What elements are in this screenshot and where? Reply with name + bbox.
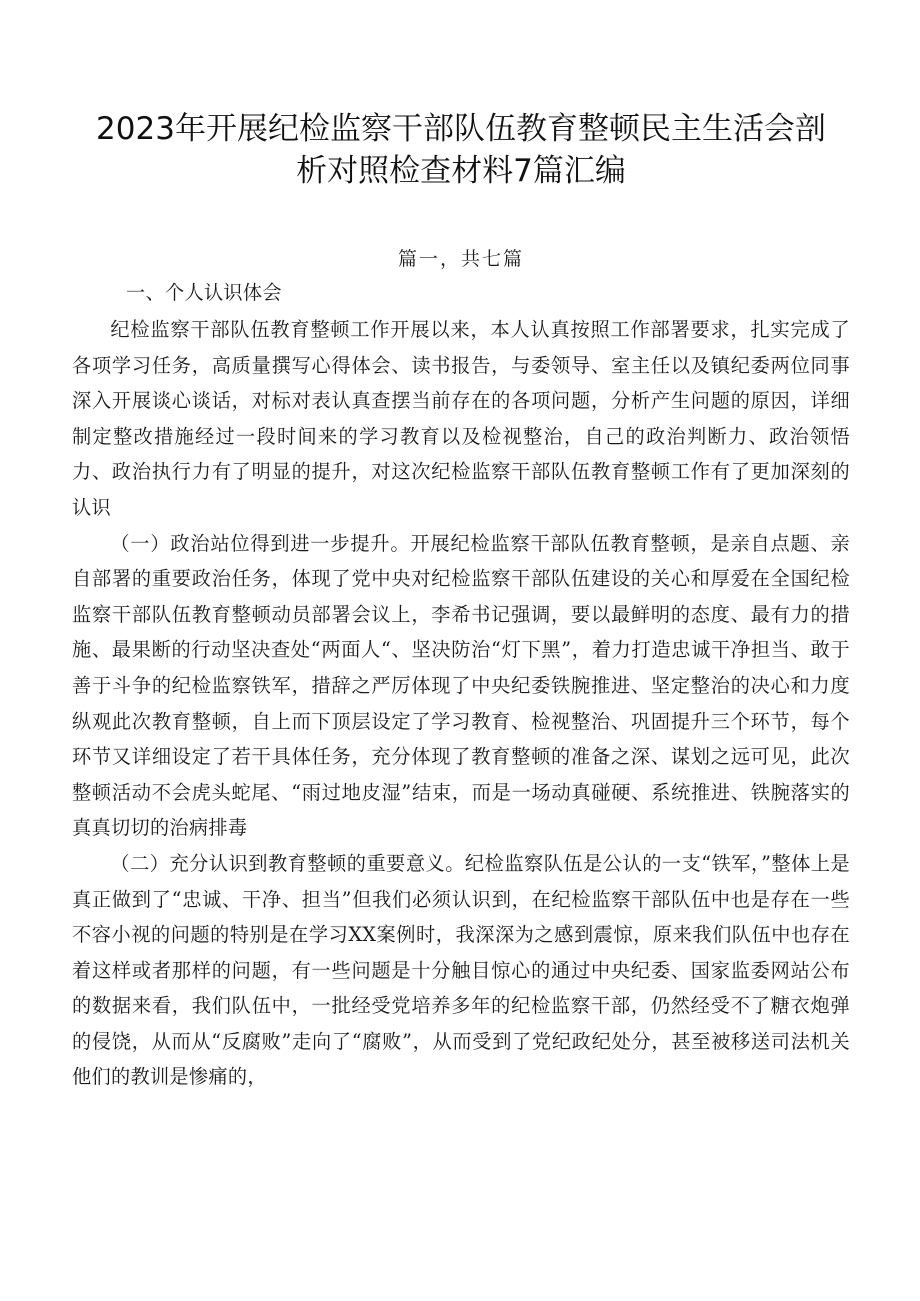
document-body [72, 278, 850, 1095]
body-paragraph-2: （一）政治站位得到进一步提升。开展纪检监察干部队伍教育整顿，是亲自点题、亲自部署的重要政治任务，体现了党中央对纪检监察干部队伍建设的关心和厚爱在全国纪检监察干部队伍教育整顿动员部署会议上，李希书记强调，要以最鲜明的态度、最有力的措施、最果断的行动坚决查处“两面人“、坚决防治“灯下黑”，着力打造忠诚干净担当、敢于善于斗争的纪检监察铁军，措辞之严厉体现了中央纪委铁腕推进、坚定整治的决心和力度纵观此次教育整顿，自上而下顶层设定了学习教育、检视整治、巩固提升三个环节，每个环节又详细设定了若干具体任务，充分体现了教育整顿的准备之深、谋划之远可见，此次整顿活动不会虎头蛇尾、“雨过地皮湿”结束，而是一场动真碰硬、系统推进、铁腕落实的真真切切的治病排毒 [72, 531, 850, 840]
document-title [72, 108, 850, 192]
body-paragraph-3: （二）充分认识到教育整顿的重要意义。纪检监察队伍是公认的一支“铁军，”整体上是真正做到了“忠诚、干净、担当”但我们必须认识到，在纪检监察干部队伍中也是存在一些不容小视的问题的特别是在学习XX案例时，我深深为之感到震惊，原来我们队伍中也存在着这样或者那样的问题，有一些问题是十分触目惊心的通过中央纪委、国家监委网站公布的数据来看，我们队伍中，一批经受党培养多年的纪检监察干部，仍然经受不了糖衣炮弹的侵饶，从而从“反腐败”走向了“腐败”，从而受到了党纪政纪处分，甚至被移送司法机关他们的教训是惨痛的， [72, 851, 850, 1089]
document-title-line-1: 2023年开展纪检监察干部队伍教育整顿民主生活会剖 [96, 111, 826, 147]
body-paragraph-1: 纪检监察干部队伍教育整顿工作开展以来，本人认真按照工作部署要求，扎实完成了各项学习任务，高质量撰写心得体会、读书报告，与委领导、室主任以及镇纪委两位同事深入开展谈心谈话，对标对表认真查摆当前存在的各项问题，分析产生问题的原因，详细制定整改措施经过一段时间来的学习教育以及检视整治，自己的政治判断力、政治领悟力、政治执行力有了明显的提升，对这次纪检监察干部队伍教育整顿工作有了更加深刻的认识 [72, 318, 850, 519]
document-title-line-2: 析对照检查材料7篇汇编 [296, 153, 626, 189]
section-heading: 一、个人认识体会 [126, 281, 282, 304]
section-label: 篇一，共七篇 [397, 248, 524, 270]
